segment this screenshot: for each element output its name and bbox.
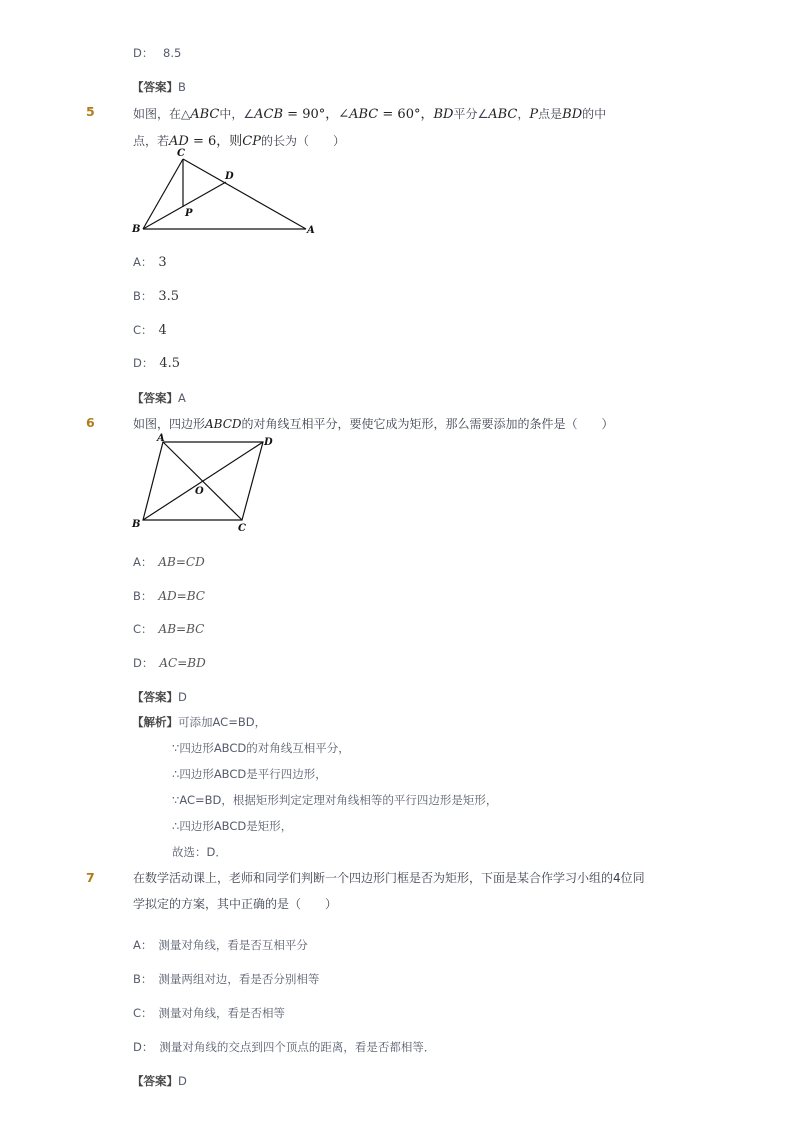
segment-cb [143, 159, 183, 229]
text: 平分∠ [453, 107, 489, 121]
figure-label-d: D [225, 171, 234, 182]
q5-answer [132, 390, 186, 406]
q6-parallelogram-figure [128, 430, 288, 538]
option-letter: C： [133, 323, 153, 337]
q6-option-a [133, 554, 205, 570]
option-letter: A： [133, 938, 153, 952]
segment-ca [183, 159, 306, 229]
q7-stem-line-2: 学拟定的方案，其中正确的是（ ） [133, 897, 338, 911]
option-value: 8.5 [163, 46, 182, 60]
math: ABC [190, 107, 220, 122]
q6-answer [132, 689, 187, 705]
figure-label-o: O [195, 486, 204, 497]
q5-option-d [133, 355, 180, 371]
q6-analysis-line-2: ∵四边形ABCD的对角线互相平分， [172, 741, 350, 755]
q6-option-c [133, 621, 204, 637]
prev-answer [132, 79, 186, 95]
option-value: AB=CD [158, 555, 205, 569]
math: ABCD [205, 417, 242, 431]
analysis-text: 可添加AC=BD， [178, 715, 267, 729]
option-letter: D： [133, 46, 154, 60]
text: 点，若 [133, 134, 170, 148]
option-value: 测量对角线，看是否相等 [158, 1006, 286, 1020]
text: 的对角线互相平分，要使它成为矩形，那么需要添加的条件是（ ） [241, 417, 614, 431]
q7-stem-line-1: 在数学活动课上，老师和同学们判断一个四边形门框是否为矩形，下面是某合作学习小组的4位同 [133, 871, 645, 885]
option-letter: D： [133, 1040, 154, 1054]
q5-triangle-figure [128, 145, 328, 240]
option-letter: D： [133, 656, 154, 670]
option-letter: B： [133, 589, 153, 603]
q5-stem-line-1 [133, 103, 606, 122]
answer-tag: 【答案】 [132, 391, 178, 405]
segment-bd [143, 182, 226, 229]
q6-analysis-line-6: 故选：D． [172, 845, 227, 859]
math-num: = 6，则 [188, 134, 243, 149]
option-letter: D： [133, 356, 154, 370]
q7-option-b [133, 971, 319, 987]
q7-option-a [133, 937, 308, 953]
option-letter: C： [133, 622, 153, 636]
figure-label-p: P [185, 208, 193, 219]
analysis-tag: 【解析】 [132, 715, 178, 729]
text: 如图，在△ [133, 107, 191, 121]
q7-option-d [133, 1039, 435, 1055]
option-value: 3 [158, 255, 167, 270]
figure-label-a: A [157, 433, 165, 444]
answer-tag: 【答案】 [132, 690, 178, 704]
prev-option-d [133, 45, 181, 61]
option-value: AB=BC [158, 622, 205, 636]
answer-value: D [178, 690, 187, 704]
math: ABC [349, 107, 379, 122]
option-value: AD=BC [158, 589, 205, 603]
answer-value: D [178, 1074, 187, 1088]
q7-answer [132, 1073, 187, 1089]
option-value: 测量对角线的交点到四个顶点的距离，看是否都相等． [159, 1040, 436, 1054]
q5-option-c [133, 322, 167, 338]
answer-tag: 【答案】 [132, 1074, 178, 1088]
text: 的长为（ ） [260, 134, 345, 148]
question-number-6: 6 [86, 415, 95, 430]
text: 的中 [582, 107, 607, 121]
text: 中，∠ [219, 107, 255, 121]
answer-tag: 【答案】 [132, 80, 178, 94]
question-number-7: 7 [86, 870, 95, 885]
figure-label-b: B [132, 224, 141, 235]
math: ABC [488, 107, 518, 122]
math: BD [433, 107, 454, 122]
q6-analysis-line-1 [132, 714, 266, 730]
math: AD [169, 134, 189, 149]
answer-value: B [178, 80, 186, 94]
math: ACB [254, 107, 284, 122]
figure-label-b: B [132, 519, 141, 530]
text: ， [517, 107, 530, 121]
option-letter: C： [133, 1006, 153, 1020]
q7-option-c [133, 1005, 285, 1021]
figure-label-d: D [264, 437, 273, 448]
math: P [529, 107, 539, 122]
text: 如图，四边形 [133, 417, 206, 431]
question-number-5: 5 [86, 104, 95, 119]
math: CP [242, 134, 261, 149]
q5-option-b [133, 288, 179, 304]
q6-analysis-line-4: ∵AC=BD，根据矩形判定定理对角线相等的平行四边形是矩形， [172, 793, 498, 807]
option-value: AC=BD [159, 656, 206, 670]
q6-option-b [133, 588, 205, 604]
q5-option-a [133, 254, 167, 270]
option-letter: B： [133, 972, 153, 986]
option-letter: A： [133, 555, 153, 569]
text: 点是 [538, 107, 563, 121]
q6-option-d [133, 655, 206, 671]
q6-analysis-line-5: ∴四边形ABCD是矩形， [172, 819, 293, 833]
math-num: = 90°，∠ [283, 107, 350, 122]
math: BD [562, 107, 583, 122]
option-value: 4.5 [159, 356, 181, 371]
figure-label-c: C [238, 523, 246, 534]
figure-label-a: A [307, 225, 315, 236]
answer-value: A [178, 391, 186, 405]
option-value: 测量对角线，看是否互相平分 [158, 938, 308, 952]
option-value: 4 [158, 323, 167, 338]
q6-analysis-line-3: ∴四边形ABCD是平行四边形， [172, 767, 327, 781]
figure-label-c: C [177, 148, 185, 159]
option-letter: A： [133, 255, 153, 269]
option-value: 3.5 [158, 289, 180, 304]
option-letter: B： [133, 289, 153, 303]
option-value: 测量两组对边，看是否分别相等 [158, 972, 320, 986]
math-num: = 60°， [378, 107, 434, 122]
